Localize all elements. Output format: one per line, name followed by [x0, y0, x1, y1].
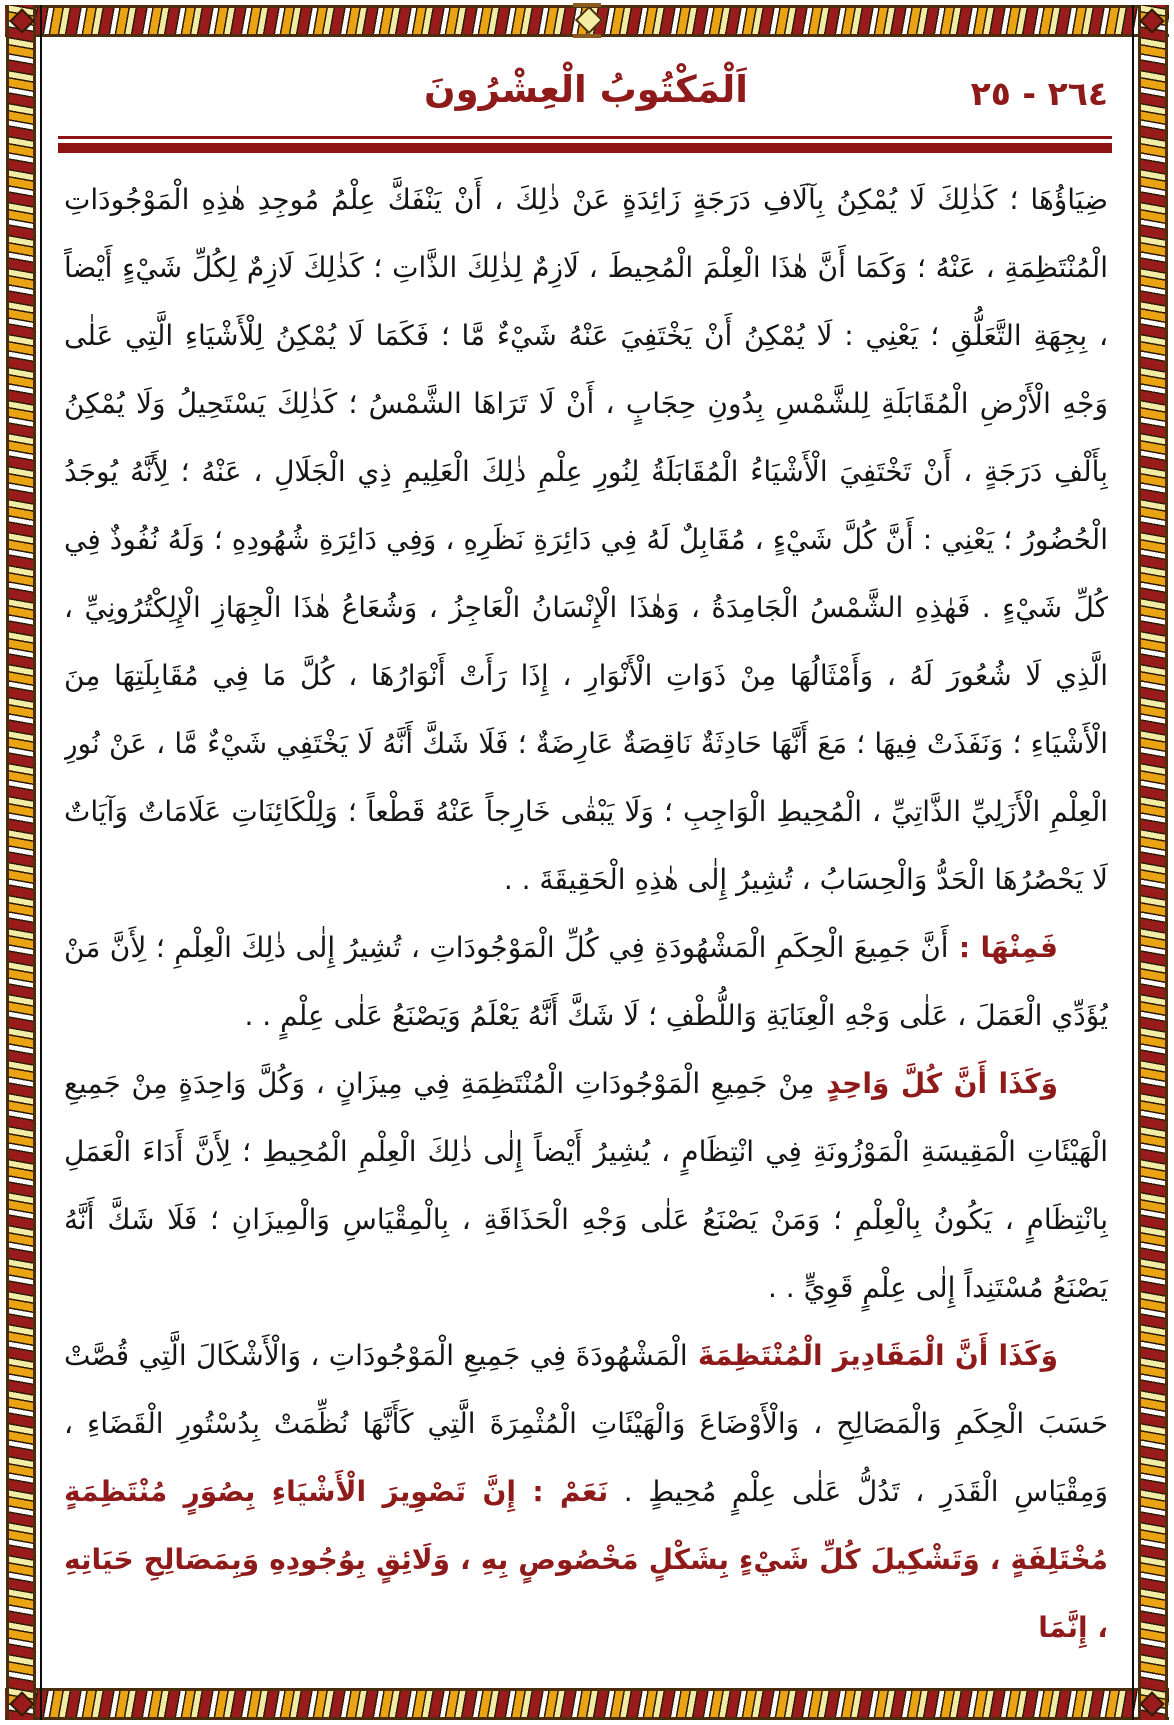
paragraph [64, 1050, 1108, 1322]
paragraph [64, 1322, 1108, 1662]
divider-thick-rule [58, 143, 1112, 153]
paragraph-lead-red: فَمِنْهَا : [948, 931, 1058, 964]
paragraph-lead-red: وَكَذَا أَنَّ الْمَقَادِيرَ الْمُنْتَظِمَةَ [687, 1339, 1058, 1372]
paragraph [64, 914, 1108, 1050]
divider-thin-rule [58, 136, 1112, 139]
body-text [64, 166, 1108, 1683]
paragraph-text: ضِيَاؤُهَا ؛ كَذٰلِكَ لَا يُمْكِنُ بِآلَافِ دَرَجَةٍ زَائِدَةٍ عَنْ ذٰلِكَ ، أَنْ يَنْفَكَّ عِلْمُ مُوجِدِ هٰذِهِ الْمَوْجُودَاتِ الْمُنْتَظِمَةِ ، عَنْهُ ؛ وَكَمَا أَنَّ هٰذَا الْعِلْمَ الْمُحِيطَ ، لَازِمٌ لِذٰلِكَ الذَّاتِ ؛ كَذٰلِكَ لَازِمٌ لِكُلِّ شَيْءٍ أَيْضاً ، بِجِهَةِ التَّعَلُّقِ ؛ يَعْنِي : لَا يُمْكِنُ أَنْ يَخْتَفِيَ عَنْهُ شَيْءٌ مَّا ؛ فَكَمَا لَا يُمْكِنُ لِلْأَشْيَاءِ الَّتِي عَلٰى وَجْهِ الْأَرْضِ الْمُقَابَلَةِ لِلشَّمْسِ بِدُونِ حِجَابٍ ، أَنْ لَا تَرَاهَا الشَّمْسُ ؛ كَذٰلِكَ يَسْتَحِيلُ وَلَا يُمْكِنُ بِأَلْفِ دَرَجَةٍ ، أَنْ تَخْتَفِيَ الْأَشْيَاءُ الْمُقَابَلَةُ لِنُورِ عِلْمِ ذٰلِكَ الْعَلِيمِ ذِي الْجَلَالِ ، عَنْهُ ؛ لِأَنَّهُ يُوجَدُ الْحُضُورُ ؛ يَعْنِي : أَنَّ كُلَّ شَيْءٍ ، مُقَابِلٌ لَهُ فِي دَائِرَةِ نَظَرِهِ ، وَفِي دَائِرَةِ شُهُودِهِ ؛ وَلَهُ نُفُوذٌ فِي كُلِّ شَيْءٍ . فَهٰذِهِ الشَّمْسُ الْجَامِدَةُ ، وَهٰذَا الْإِنْسَانُ الْعَاجِزُ ، وَشُعَاعُ هٰذَا الْجِهَازِ الْإِلِكْتُرُونِيِّ ، الَّذِي لَا شُعُورَ لَهُ ، وَأَمْثَالُهَا مِنْ ذَوَاتِ الْأَنْوَارِ ، إِذَا رَأَتْ أَنْوَارُهَا ، كُلَّ مَا فِي مُقَابِلَتِهَا مِنَ الْأَشْيَاءِ ؛ وَنَفَذَتْ فِيهَا ؛ مَعَ أَنَّهَا حَادِثَةٌ نَاقِصَةٌ عَارِضَةٌ ؛ فَلَا شَكَّ أَنَّهُ لَا يَخْتَفِي شَيْءٌ مَّا ، عَنْ نُورِ الْعِلْمِ الْأَزَلِيِّ الذَّاتِيِّ ، الْمُحِيطِ الْوَاجِبِ ؛ وَلَا يَبْقٰى خَارِجاً عَنْهُ قَطْعاً ؛ وَلِلْكَائِنَاتِ عَلَامَاتٌ وَآيَاتٌ لَا يَحْصُرُهَا الْحَدُّ وَالْحِسَابُ ، تُشِيرُ إِلٰى هٰذِهِ الْحَقِيقَةَ . . [64, 183, 1108, 896]
page-title: اَلْمَكْتُوبُ الْعِشْرُونَ [424, 68, 748, 111]
chain-border-left [6, 5, 36, 1720]
page-header [60, 66, 1112, 128]
paragraph-tail-red: نَعَمْ : إِنَّ تَصْوِيرَ الْأَشْيَاءِ بِصُوَرٍ مُنْتَظِمَةٍ مُخْتَلِفَةٍ ، وَتَشْكِيلَ كُلِّ شَيْءٍ بِشَكْلٍ مَخْصُوصٍ بِهِ ، وَلَائِقٍ بِوُجُودِهِ وَبِمَصَالِحِ حَيَاتِهِ ، إِنَّمَا [64, 1475, 1108, 1644]
paragraph-text: أَنَّ جَمِيعَ الْحِكَمِ الْمَشْهُودَةِ فِي كُلِّ الْمَوْجُودَاتِ ، تُشِيرُ إِلٰى ذٰلِكَ الْعِلْمِ ؛ لِأَنَّ مَنْ يُؤَدِّي الْعَمَلَ ، عَلٰى وَجْهِ الْعِنَايَةِ وَاللُّطْفِ ؛ لَا شَكَّ أَنَّهُ يَعْلَمُ وَيَصْنَعُ عَلٰى عِلْمٍ . . [64, 931, 1108, 1032]
paragraph-text: مِنْ جَمِيعِ الْمَوْجُودَاتِ الْمُنْتَظِمَةِ فِي مِيزَانٍ ، وَكُلَّ وَاحِدَةٍ مِنْ جَمِيعِ الْهَيْئَاتِ الْمَقِيسَةِ الْمَوْزُونَةِ فِي انْتِظَامٍ ، يُشِيرُ أَيْضاً إِلٰى ذٰلِكَ الْعِلْمِ الْمُحِيطِ ؛ لِأَنَّ أَدَاءَ الْعَمَلِ بِانْتِظَامٍ ، يَكُونُ بِالْعِلْمِ ؛ وَمَنْ يَصْنَعُ عَلٰى وَجْهِ الْحَذَاقَةِ ، بِالْمِقْيَاسِ وَالْمِيزَانِ ؛ فَلَا شَكَّ أَنَّهُ يَصْنَعُ مُسْتَنِداً إِلٰى عِلْمٍ قَوِيٍّ . . [64, 1067, 1108, 1304]
chain-border-bottom [5, 1688, 1169, 1720]
page-number: ٢٦٤ - ٢٥ [970, 74, 1108, 113]
paragraph [64, 166, 1108, 914]
top-center-tab [573, 34, 601, 38]
header-divider [58, 136, 1112, 153]
chain-border-right [1138, 5, 1168, 1720]
paragraph-lead-red: وَكَذَا أَنَّ كُلَّ وَاحِدٍ [814, 1067, 1059, 1100]
paragraph-text: الْمَشْهُودَةَ فِي جَمِيعِ الْمَوْجُودَاتِ ، وَالْأَشْكَالَ الَّتِي قُصَّتْ حَسَبَ الْحِكَمِ وَالْمَصَالِحِ ، وَالْأَوْضَاعَ وَالْهَيْئَاتِ الْمُثْمِرَةَ الَّتِي كَأَنَّهَا نُظِّمَتْ بِدُسْتُورِ الْقَضَاءِ ، وَمِقْيَاسِ الْقَدَرِ ، تَدُلُّ عَلٰى عِلْمٍ مُحِيطٍ . [64, 1339, 1108, 1508]
